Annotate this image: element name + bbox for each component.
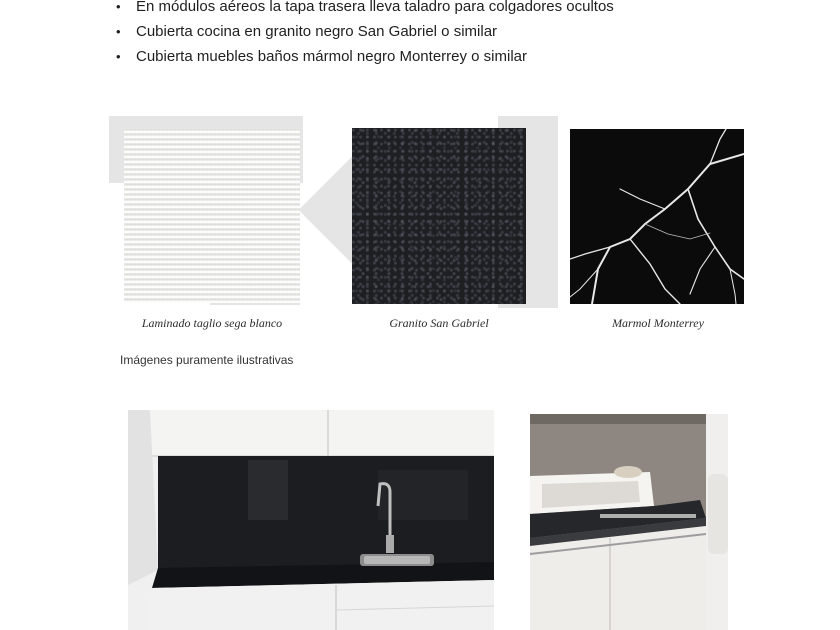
spec-bullet-item: [116, 0, 614, 19]
marble-veins-image: [570, 129, 744, 304]
spec-bullet-text: En módulos aéreos la tapa trasera lleva taladro para colgadores ocultos: [136, 0, 614, 15]
material-spec-list: [116, 0, 614, 69]
spec-bullet-text: Cubierta muebles baños mármol negro Monterrey o similar: [136, 48, 527, 65]
swatch-caption-granito: Granito San Gabriel: [389, 316, 489, 330]
bullet-dot-icon: •: [116, 24, 121, 39]
swatch-caption-laminado: Laminado taglio sega blanco: [141, 316, 283, 330]
illustrative-note: Imágenes puramente ilustrativas: [120, 353, 294, 367]
swatch-caption-marmol: Marmol Monterrey: [612, 316, 704, 330]
bathroom-vanity-photo: [530, 414, 728, 630]
bullet-dot-icon: •: [116, 49, 121, 64]
spec-bullet-item: [116, 19, 614, 44]
granito-swatch: [352, 128, 526, 304]
bullet-dot-icon: •: [116, 0, 121, 14]
marmol-swatch: [570, 129, 744, 304]
laminado-swatch: [124, 128, 300, 303]
spec-bullet-text: Cubierta cocina en granito negro San Gabriel o similar: [136, 23, 498, 40]
kitchen-countertop-photo: [128, 410, 494, 630]
spec-bullet-item: [116, 44, 614, 69]
